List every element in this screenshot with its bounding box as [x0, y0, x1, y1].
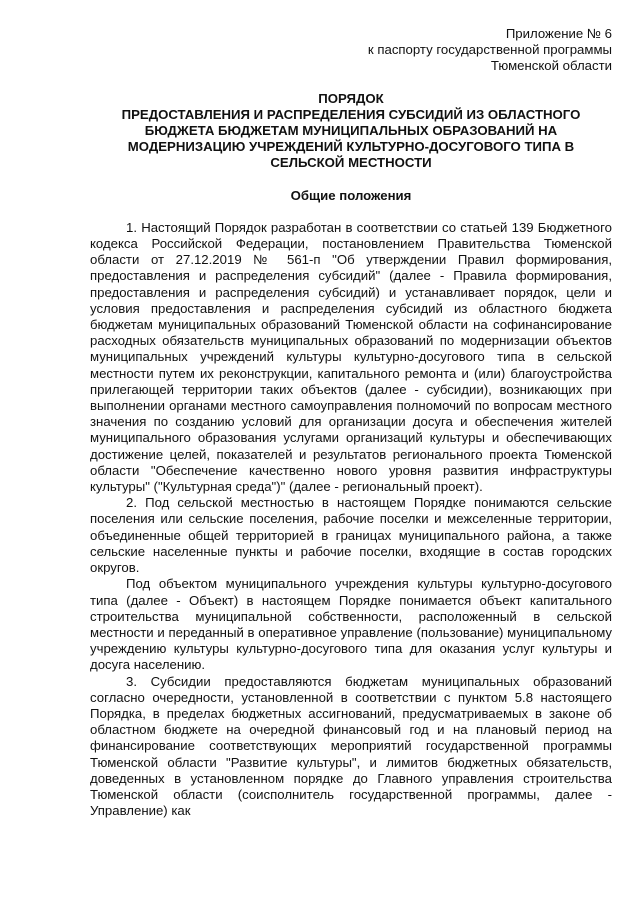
document-body	[90, 220, 612, 820]
title-heading: ПОРЯДОК	[318, 90, 384, 106]
paragraph-3: Под объектом муниципального учреждения культуры культурно-досугового типа (далее - Объект) в настоящем Порядке понимается объект капитального строительства муниципальной собственности, расположенный в сельской местности и переданный в оперативное управление (пользование) муниципальному учреждению культуры культурно-досугового типа для оказания услуг культуры и досуга населению.	[90, 576, 612, 673]
section-heading: Общие положения	[290, 187, 412, 203]
annex-line-2: к паспорту государственной программы	[367, 42, 612, 58]
paragraph-4: 3. Субсидии предоставляются бюджетам муниципальных образований согласно очередности, установленной в соответствии с пунктом 5.8 настоящего Порядка, в пределах бюджетных ассигнований, предусматриваемых в законе об областном бюджете на очередной финансовый год и на плановый период на финансирование соответствующих мероприятий государственной программы Тюменской области "Развитие культуры", и лимитов бюджетных обязательств, доведенных в установленном порядке до Главного управления строительства Тюменской области (соисполнитель государственной программы, далее - Управление) как	[90, 673, 612, 819]
annex-line-1: Приложение № 6	[505, 26, 612, 41]
annex-line-3: Тюменской области	[490, 58, 612, 74]
paragraph-1: 1. Настоящий Порядок разработан в соответствии со статьей 139 Бюджетного кодекса Российской Федерации, постановлением Правительства Тюменской области от 27.12.2019 № 561-п "Об утверждении Правил формирования, предоставления и распределения субсидий" (далее - Правила формирования, предоставления и распределения субсидий) и устанавливает порядок, цели и условия предоставления и распределения субсидий из областного бюджета бюджетам муниципальных образований Тюменской области на софинансирование расходных обязательств муниципальных образований по модернизации объектов муниципальных учреждений культуры культурно-досугового типа в сельской местности путем их реконструкции, капитального ремонта и (или) благоустройства прилегающей территории таких объектов (далее - субсидии), возникающих при выполнении органами местного самоуправления полномочий по вопросам местного значения по созданию условий для организации досуга и обеспечения жителей муниципального образования услугами организаций культуры и обеспечивающих достижение целей, показателей и результатов регионального проекта Тюменской области "Обеспечение качественно нового уровня развития инфраструктуры культуры" ("Культурная среда")" (далее - региональный проект).	[90, 219, 612, 495]
annex-header	[90, 26, 612, 75]
document-title	[90, 91, 612, 172]
title-subtitle: ПРЕДОСТАВЛЕНИЯ И РАСПРЕДЕЛЕНИЯ СУБСИДИЙ ИЗ ОБЛАСТНОГО БЮДЖЕТА БЮДЖЕТАМ МУНИЦИПАЛЬНЫХ ОБРАЗОВАНИЙ НА МОДЕРНИЗАЦИЮ УЧРЕЖДЕНИЙ КУЛЬТУРНО-ДОСУГОВОГО ТИПА В СЕЛЬСКОЙ МЕСТНОСТИ	[121, 106, 581, 171]
paragraph-2: 2. Под сельской местностью в настоящем Порядке понимаются сельские поселения или сельские поселения, рабочие поселки и межселенные территории, объединенные общей территорией в границах муниципального района, а также сельские населенные пункты и рабочие поселки, входящие в состав городских округов.	[90, 495, 612, 576]
